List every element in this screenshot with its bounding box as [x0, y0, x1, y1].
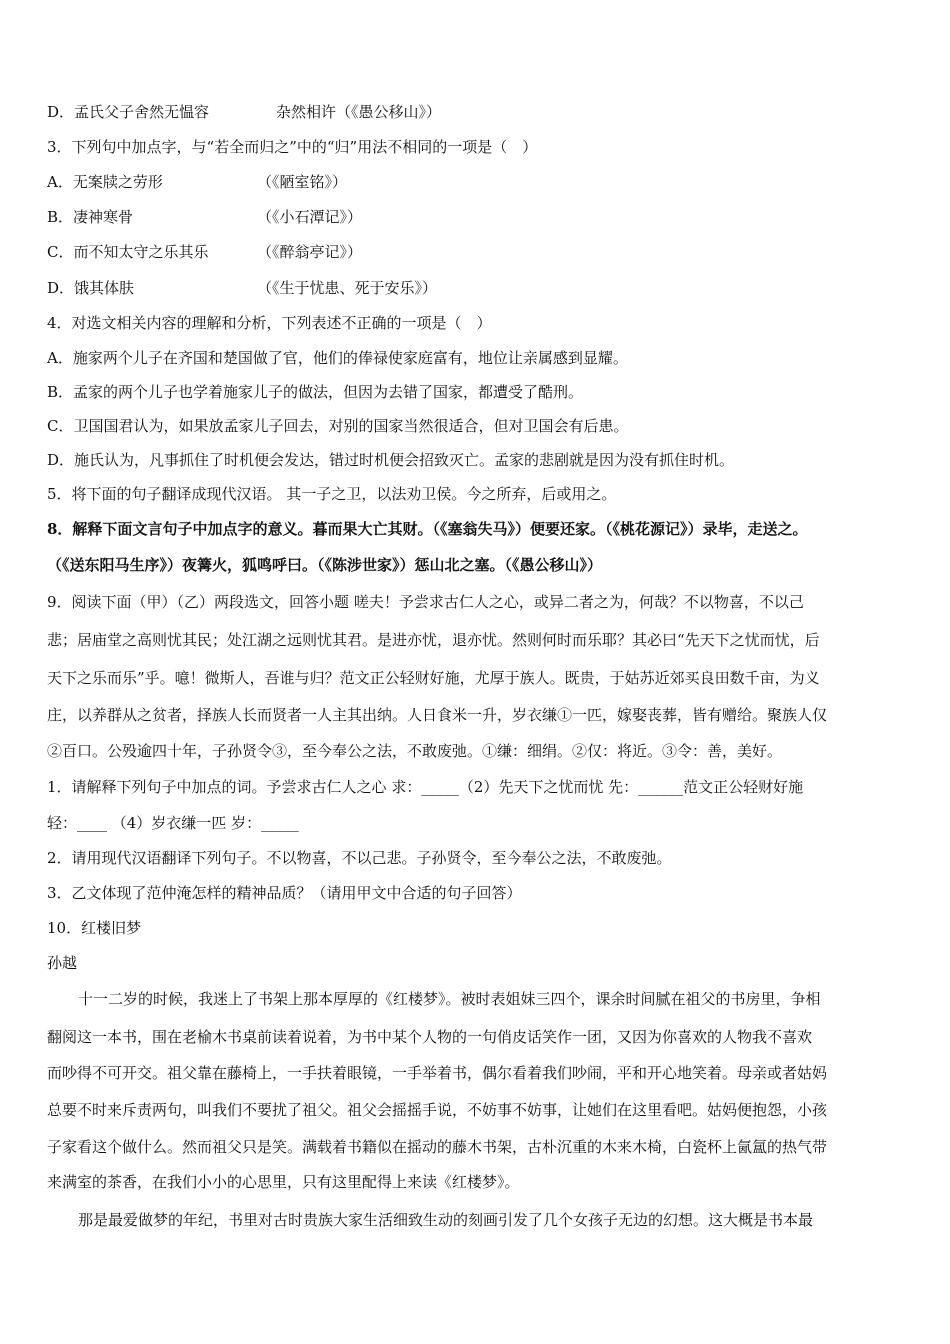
- article-paragraph-1-line-4: 总要不时来斥责两句，叫我们不要扰了祖父。祖父会摇摇手说，不妨事不妨事，让她们在这里看吧。姑妈便抱怨，小孩: [47, 1101, 828, 1119]
- article-paragraph-1-line-2: 翻阅这一本书，围在老榆木书桌前读着说着，为书中某个人物的一句俏皮话笑作一团，又因为你喜欢的人物我不喜欢: [47, 1028, 813, 1046]
- question-9-passage-line-3: 天下之乐而乐”乎。噫！微斯人，吾谁与归？范文正公轻财好施，尤厚于族人。既贵，于姑苏近郊买良田数千亩，为义: [47, 669, 820, 687]
- subquestion-2: 2．请用现代汉语翻译下列句子。不以物喜，不以己悲。子孙贤令，至今奉公之法，不敢废弛。: [47, 849, 672, 867]
- article-paragraph-1-line-3: 而吵得不可开交。祖父靠在藤椅上，一手扶着眼镜，一手举着书，偶尔看着我们吵闹，平和开心地笑着。母亲或者姑妈: [47, 1064, 828, 1082]
- question-4-option-b: B．孟家的两个儿子也学着施家儿子的做法，但因为去错了国家，都遭受了酷刑。: [47, 383, 584, 401]
- question-3-option-b: [47, 207, 363, 227]
- subquestion-3: 3．乙文体现了范仲淹怎样的精神品质？（请用甲文中合适的句子回答）: [47, 884, 522, 902]
- option-d-text: D．饿其体肤: [47, 279, 135, 297]
- question-3-option-c: [47, 242, 363, 262]
- option-d-left: D．孟氏父子舍然无愠容: [47, 103, 210, 121]
- question-9-passage-line-5: ②百口。公殁逾四十年，子孙贤令③，至今奉公之法，不敢废弛。①缣：细绢。②仅：将近。③令：善，美好。: [47, 742, 783, 760]
- question-9-passage-line-2: 悲；居庙堂之高则忧其民；处江湖之远则忧其君。是进亦忧，退亦忧。然则何时而乐耶？其必曰“先天下之忧而忧，后: [47, 631, 820, 649]
- question-8-line-2: （《送东阳马生序》）夜篝火，狐鸣呼曰。（《陈涉世家》）惩山北之塞。（《愚公移山》）: [47, 556, 603, 574]
- option-c-text: C．而不知太守之乐其乐: [47, 243, 209, 261]
- question-10-title: 10．红楼旧梦: [47, 919, 142, 937]
- option-b-source: （《小石潭记》）: [257, 208, 363, 226]
- question-4-stem: 4．对选文相关内容的理解和分析，下列表述不正确的一项是（ ）: [47, 314, 492, 332]
- option-a-source: （《陋室铭》）: [257, 173, 348, 191]
- question-3-option-a: [47, 172, 348, 192]
- option-d-right: 杂然相许（《愚公移山》）: [276, 103, 442, 121]
- option-d-source: （《生于忧患、死于安乐》）: [257, 279, 438, 297]
- question-5-stem: 5．将下面的句子翻译成现代汉语。 其一子之卫，以法劝卫侯。今之所弃，后或用之。: [47, 485, 617, 503]
- option-c-source: （《醉翁亭记》）: [257, 243, 363, 261]
- question-3-stem: 3．下列句中加点字，与“若全而归之”中的“归”用法不相同的一项是（ ）: [47, 138, 538, 156]
- subquestion-1-line-1: 1．请解释下列句子中加点的词。予尝求古仁人之心 求：_____（2）先天下之忧而忧 先：______范文正公轻财好施: [47, 778, 804, 796]
- article-paragraph-1-line-5: 子家看这个做什么。然而祖父只是笑。满载着书籍似在摇动的藤木书架，古朴沉重的木来木椅，白瓷杯上氤氲的热气带: [47, 1138, 828, 1156]
- article-paragraph-2-line-1: 那是最爱做梦的年纪，书里对古时贵族大家生活细致生动的刻画引发了几个女孩子无边的幻想。这大概是书本最: [78, 1211, 814, 1229]
- article-paragraph-1-line-1: 十一二岁的时候，我迷上了书架上那本厚厚的《红楼梦》。被时表姐妹三四个，课余时间腻在祖父的书房里，争相: [78, 990, 821, 1008]
- question-4-option-d: D．施氏认为，凡事抓住了时机便会发达，错过时机便会招致灭亡。孟家的悲剧就是因为没有抓住时机。: [47, 451, 735, 469]
- question-2-option-d: [47, 102, 442, 122]
- question-9-passage-line-4: 庄，以养群从之贫者，择族人长而贤者一人主其出纳。人日食米一升，岁衣缣①一匹，嫁娶丧葬，皆有赠给。聚族人仅: [47, 706, 828, 724]
- article-author: 孙越: [47, 954, 78, 972]
- subquestion-1-line-2: 轻：____ （4）岁衣缣一匹 岁：_____: [47, 814, 299, 832]
- question-3-option-d: [47, 278, 438, 298]
- question-4-option-a: A．施家两个儿子在齐国和楚国做了官，他们的俸禄使家庭富有，地位让亲属感到显耀。: [47, 349, 628, 367]
- article-paragraph-1-line-6: 来满室的茶香，在我们小小的心思里，只有这里配得上来读《红楼梦》。: [47, 1173, 520, 1191]
- question-4-option-c: C．卫国国君认为，如果放孟家儿子回去，对别的国家当然很适合，但对卫国会有后患。: [47, 417, 629, 435]
- option-b-text: B．凄神寒骨: [47, 208, 134, 226]
- question-9-passage-line-1: 9．阅读下面（甲）（乙）两段选文，回答小题 嗟夫！予尝求古仁人之心，或异二者之为，何哉？不以物喜，不以己: [47, 593, 804, 611]
- option-a-text: A．无案牍之劳形: [47, 173, 163, 191]
- question-8-line-1: 8．解释下面文言句子中加点字的意义。暮而果大亡其财。（《塞翁失马》）便要还家。（《桃花源记》）录毕，走送之。: [47, 520, 808, 538]
